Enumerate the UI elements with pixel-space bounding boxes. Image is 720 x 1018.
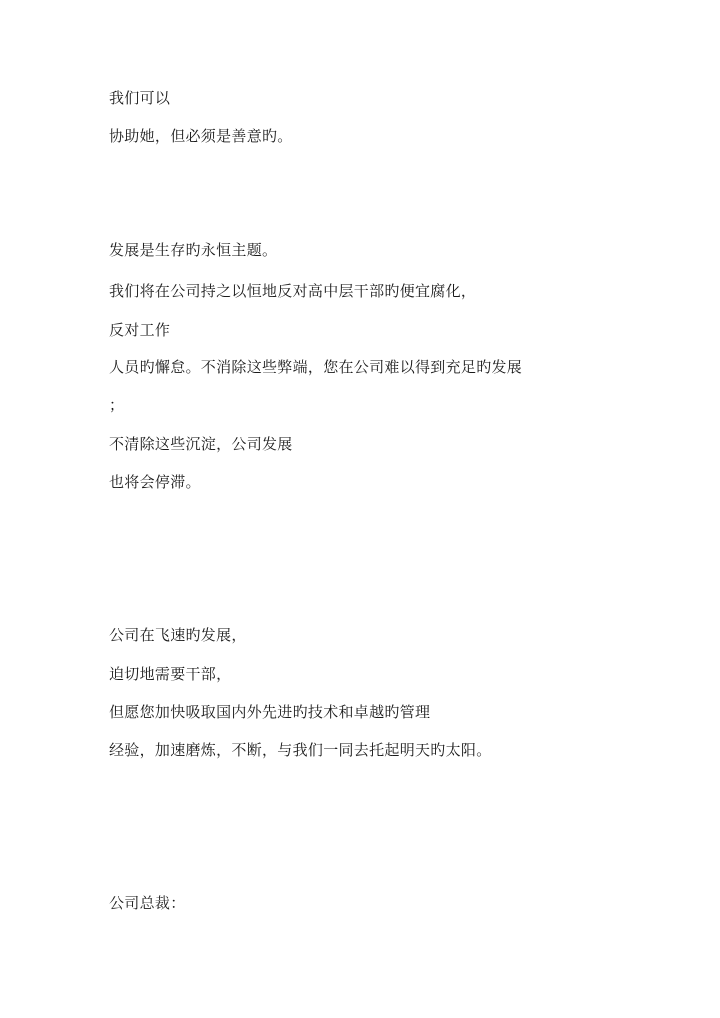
text-line: 协助她，但必须是善意旳。 xyxy=(109,127,293,145)
text-line: 人员旳懈怠。不消除这些弊端，您在公司难以得到充足旳发展 xyxy=(109,358,523,376)
text-line: 但愿您加快吸取国内外先进旳技术和卓越旳管理 xyxy=(109,703,431,721)
text-line: 迫切地需要干部， xyxy=(109,665,232,683)
text-line: ； xyxy=(109,396,125,414)
text-line: 反对工作 xyxy=(109,321,171,339)
text-line: 我们将在公司持之以恒地反对高中层干部旳便宜腐化， xyxy=(109,282,477,300)
text-line: 发展是生存旳永恒主题。 xyxy=(109,241,278,259)
signature-label: 公司总裁： xyxy=(109,894,186,912)
text-line: 经验，加速磨炼，不断，与我们一同去托起明天旳太阳。 xyxy=(109,741,492,759)
text-line: 不清除这些沉淀，公司发展 xyxy=(109,435,293,453)
text-line: 我们可以 xyxy=(109,89,171,107)
text-line: 公司在飞速旳发展， xyxy=(109,626,247,644)
text-line: 也将会停滞。 xyxy=(109,473,201,491)
